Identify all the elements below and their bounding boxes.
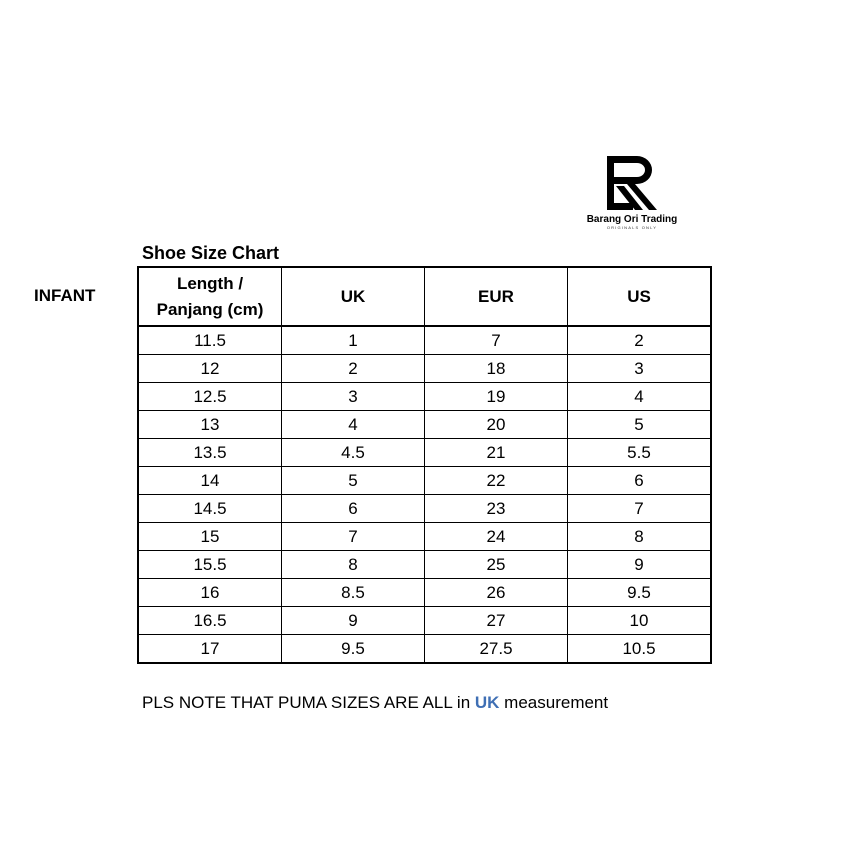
cell-uk: 1 <box>282 326 425 355</box>
cell-us: 8 <box>568 523 712 551</box>
cell-eur: 18 <box>425 355 568 383</box>
header-row <box>138 267 711 326</box>
cell-us: 9 <box>568 551 712 579</box>
cell-us: 4 <box>568 383 712 411</box>
cell-eur: 23 <box>425 495 568 523</box>
cell-length: 14.5 <box>138 495 282 523</box>
cell-eur: 27 <box>425 607 568 635</box>
cell-length: 16 <box>138 579 282 607</box>
br-monogram-logo-icon <box>607 156 657 210</box>
cell-eur: 20 <box>425 411 568 439</box>
cell-uk: 8.5 <box>282 579 425 607</box>
cell-us: 6 <box>568 467 712 495</box>
cell-length: 17 <box>138 635 282 664</box>
cell-eur: 19 <box>425 383 568 411</box>
cell-length: 12 <box>138 355 282 383</box>
cell-eur: 24 <box>425 523 568 551</box>
table-row <box>138 579 711 607</box>
cell-length: 11.5 <box>138 326 282 355</box>
cell-uk: 4 <box>282 411 425 439</box>
cell-uk: 7 <box>282 523 425 551</box>
cell-eur: 21 <box>425 439 568 467</box>
note-prefix: PLS NOTE THAT PUMA SIZES ARE ALL in <box>142 693 475 712</box>
cell-length: 16.5 <box>138 607 282 635</box>
chart-title: Shoe Size Chart <box>142 243 280 263</box>
cell-uk: 2 <box>282 355 425 383</box>
cell-eur: 27.5 <box>425 635 568 664</box>
brand-tagline: ORIGINALS ONLY <box>606 225 658 230</box>
cell-uk: 8 <box>282 551 425 579</box>
cell-us: 5 <box>568 411 712 439</box>
cell-us: 9.5 <box>568 579 712 607</box>
cell-us: 7 <box>568 495 712 523</box>
cell-uk: 9.5 <box>282 635 425 664</box>
table-row <box>138 411 711 439</box>
header-length <box>138 267 282 326</box>
cell-uk: 9 <box>282 607 425 635</box>
cell-us: 2 <box>568 326 712 355</box>
cell-length: 13 <box>138 411 282 439</box>
cell-us: 5.5 <box>568 439 712 467</box>
cell-eur: 7 <box>425 326 568 355</box>
brand-logo <box>586 156 678 236</box>
cell-length: 12.5 <box>138 383 282 411</box>
cell-length: 15.5 <box>138 551 282 579</box>
table-row <box>138 551 711 579</box>
brand-name: Barang Ori Trading <box>586 214 678 225</box>
cell-uk: 6 <box>282 495 425 523</box>
cell-us: 10 <box>568 607 712 635</box>
cell-length: 14 <box>138 467 282 495</box>
note-highlight: UK <box>474 693 500 712</box>
puma-note <box>142 693 608 713</box>
table-row <box>138 439 711 467</box>
category-label: INFANT <box>34 286 96 305</box>
cell-length: 15 <box>138 523 282 551</box>
cell-eur: 22 <box>425 467 568 495</box>
table-row <box>138 383 711 411</box>
size-table <box>137 266 712 664</box>
cell-uk: 5 <box>282 467 425 495</box>
header-us: US <box>568 267 712 326</box>
table-row <box>138 467 711 495</box>
header-length-line2: Panjang (cm) <box>156 299 264 319</box>
cell-length: 13.5 <box>138 439 282 467</box>
header-uk: UK <box>282 267 425 326</box>
header-eur: EUR <box>425 267 568 326</box>
note-suffix: measurement <box>499 693 609 712</box>
table-row <box>138 523 711 551</box>
cell-us: 3 <box>568 355 712 383</box>
table-row <box>138 495 711 523</box>
cell-uk: 3 <box>282 383 425 411</box>
cell-us: 10.5 <box>568 635 712 664</box>
table-row <box>138 355 711 383</box>
table-row <box>138 635 711 664</box>
table-row <box>138 326 711 355</box>
cell-eur: 26 <box>425 579 568 607</box>
cell-uk: 4.5 <box>282 439 425 467</box>
header-length-line1: Length / <box>176 273 244 293</box>
table-row <box>138 607 711 635</box>
cell-eur: 25 <box>425 551 568 579</box>
